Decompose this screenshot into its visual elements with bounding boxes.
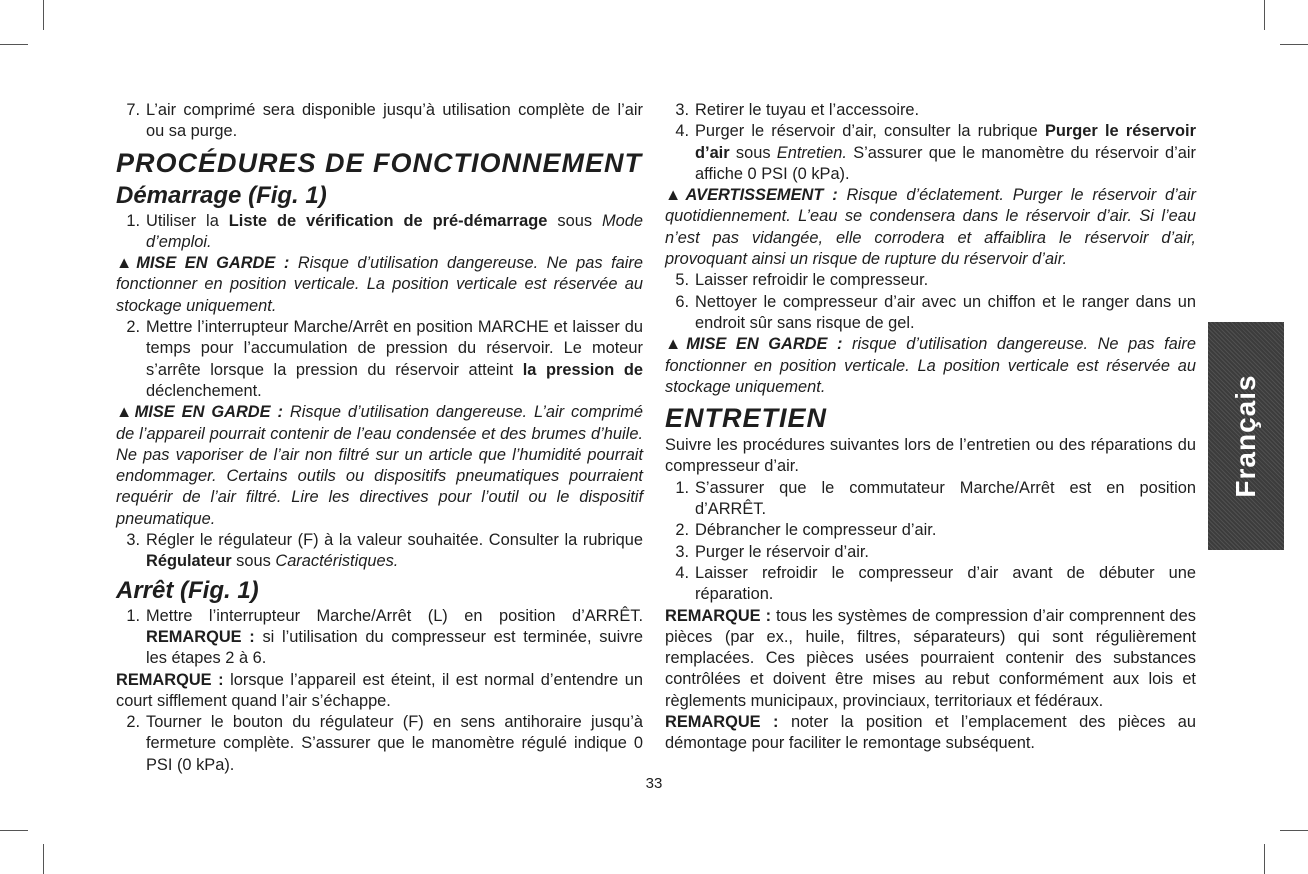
page-number: 33 — [645, 775, 663, 792]
warning-icon: ▲ — [665, 335, 687, 354]
list-item: 7. L’air comprimé sera disponible jusqu’à utilisation complète de l’air ou sa purge. — [126, 101, 643, 141]
note-paragraph: REMARQUE : noter la position et l’emplacement des pièces au démontage pour faciliter le remontage subséquent. — [665, 713, 1196, 753]
list-item: 1. Utiliser la Liste de vérification de pré-démarrage sous Mode d’emploi. — [126, 211, 644, 251]
crop-mark — [43, 844, 44, 874]
caution-paragraph: ▲MISE EN GARDE : risque d’utilisation dangereuse. Ne pas faire fonctionner en position verticale. La position verticale est réservée au stockage uniquement. — [665, 335, 1196, 396]
caution-paragraph: ▲MISE EN GARDE : Risque d’utilisation dangereuse. Ne pas faire fonctionner en position verticale. La position verticale est réservée au stockage uniquement. — [116, 254, 643, 315]
crop-mark — [0, 830, 28, 831]
list-item: 2. Débrancher le compresseur d’air. — [675, 521, 937, 540]
crop-mark — [0, 44, 28, 45]
section-heading-procedures: PROCÉDURES DE FONCTIONNEMENT — [116, 147, 643, 178]
warning-icon: ▲ — [665, 186, 686, 205]
crop-mark — [1280, 830, 1308, 831]
list-item: 6. Nettoyer le compresseur d’air avec un chiffon et le ranger dans un endroit sûr sans risque de gel. — [675, 292, 1196, 332]
warning-paragraph: ▲AVERTISSEMENT : Risque d’éclatement. Purger le réservoir d’air quotidiennement. L’eau se condensera dans le réservoir d’air. Si l’eau n’est pas vidangée, elle corrodera et affaiblira le réservoir d’air, provoquant ainsi un risque de rupture du réservoir d’air. — [665, 186, 1196, 269]
list-item: 1. S’assurer que le commutateur Marche/Arrêt est en position d’ARRÊT. — [675, 478, 1196, 519]
list-item: 4. Purger le réservoir d’air, consulter la rubrique Purger le réservoir d’air sous Entretien. S’assurer que le manomètre du réservoir d’air affiche 0 PSI (0 kPa). — [675, 122, 1196, 183]
crop-mark — [1264, 0, 1265, 30]
note-paragraph: REMARQUE : lorsque l’appareil est éteint, il est normal d’entendre un court sifflement quand l’air s’échappe. — [116, 670, 643, 710]
list-item: 4. Laisser refroidir le compresseur d’air avant de débuter une réparation. — [675, 563, 1196, 604]
crop-mark — [1280, 44, 1308, 45]
list-item: 3. Purger le réservoir d’air. — [675, 542, 869, 561]
language-tab-label: Français — [1230, 374, 1261, 498]
list-item: 2. Tourner le bouton du régulateur (F) en sens antihoraire jusqu’à fermeture complète. S’assurer que le manomètre régulé indique 0 PSI (0 kPa). — [126, 713, 643, 774]
language-tab — [1208, 322, 1284, 550]
intro-paragraph: Suivre les procédures suivantes lors de l’entretien ou des réparations du compresseur d’air. — [665, 436, 1196, 476]
list-item: 1. Mettre l’interrupteur Marche/Arrêt (L) en position d’ARRÊT. REMARQUE : si l’utilisation du compresseur est terminée, suivre les étapes 2 à 6. — [126, 606, 643, 668]
caution-paragraph: ▲MISE EN GARDE : Risque d’utilisation dangereuse. L’air comprimé de l’appareil pourrait contenir de l’eau condensée et des brumes d’huile. Ne pas vaporiser de l’air non filtré sur un article que l’humidité pourrait endommager. Certains outils ou dispositifs pneumatiques pourraient requérir de l’air filtré. Lire les directives pour l’outil ou le dispositif pneumatique. — [116, 403, 644, 528]
crop-mark — [43, 0, 44, 30]
note-paragraph: REMARQUE : tous les systèmes de compression d’air comprennent des pièces (par ex., huile, filtres, séparateurs) qui sont régulièrement remplacées. Ces pièces usées pourraient contenir des substances contrôlées et doivent être mises au rebut conformément aux lois et règlements municipaux, provinciaux, territoriaux et fédéraux. — [665, 606, 1196, 710]
list-item: 2. Mettre l’interrupteur Marche/Arrêt en position MARCHE et laisser du temps pour l’accumulation de pression du réservoir. Le moteur s’arrête lorsque la pression du réservoir atteint la pression de déclenchement. — [126, 318, 643, 400]
subheading-arret: Arrêt (Fig. 1) — [116, 576, 259, 604]
list-item: 3. Régler le régulateur (F) à la valeur souhaitée. Consulter la rubrique Régulateur sous Caractéristiques. — [126, 531, 643, 571]
list-item: 5. Laisser refroidir le compresseur. — [675, 271, 929, 290]
subheading-demarrage: Démarrage (Fig. 1) — [116, 181, 327, 209]
warning-icon: ▲ — [116, 254, 137, 273]
left-column — [116, 100, 643, 776]
crop-mark — [1264, 844, 1265, 874]
section-heading-entretien: ENTRETIEN — [665, 403, 828, 434]
right-column — [665, 100, 1196, 755]
list-item: 3. Retirer le tuyau et l’accessoire. — [675, 101, 920, 119]
warning-icon: ▲ — [116, 403, 135, 422]
